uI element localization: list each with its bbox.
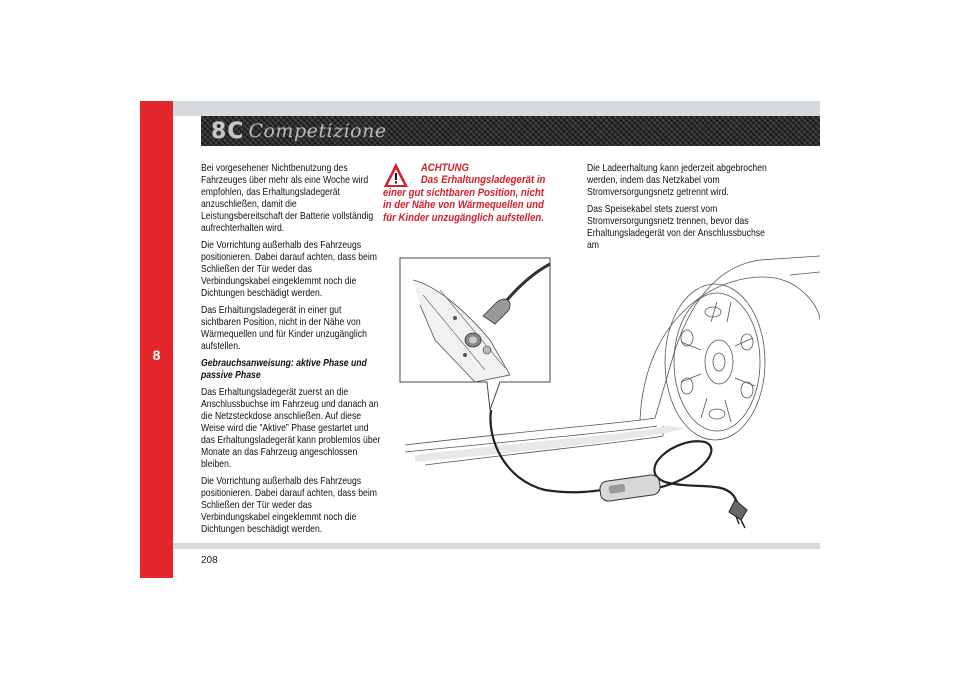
top-band	[173, 101, 820, 116]
left-column	[201, 163, 381, 541]
logo-main: 8C	[211, 118, 245, 144]
paragraph: Die Ladeerhaltung kann jederzeit abgebrochen werden, indem das Netzkabel vom Stromversorgungsnetz getrennt wird.	[587, 163, 767, 198]
charger-illustration	[395, 250, 820, 540]
page-number: 208	[201, 555, 218, 566]
paragraph: Bei vorgesehener Nichtbenutzung des Fahrzeuges über mehr als eine Woche wird empfohlen, das Erhaltungsladegerät anzuschließen, damit die Leistungsbereitschaft der Batterie vollständig aufrechterhalten wird.	[201, 163, 374, 234]
paragraph: Die Vorrichtung außerhalb des Fahrzeugs positionieren. Dabei darauf achten, dass beim Schließen der Tür weder das Verbindungskabel eingeklemmt noch die Dichtungen beschädigt werden.	[201, 240, 377, 299]
chapter-number: 8	[152, 347, 161, 363]
right-column	[587, 163, 773, 257]
chapter-tab	[140, 101, 173, 578]
warning-title: ACHTUNG	[420, 162, 469, 174]
paragraph: Das Speisekabel stets zuerst vom Stromversorgungsnetz trennen, bevor das Erhaltungsladegerät von der Anschlussbuchse am	[587, 204, 765, 251]
footer-band	[173, 543, 820, 549]
warning-text: Das Erhaltungsladegerät in einer gut sichtbaren Position, nicht in der Nähe von Wärmequellen und für Kinder unzugänglich aufstellen.	[383, 174, 546, 224]
subheading: Gebrauchsanweisung: aktive Phase und passive Phase	[201, 358, 367, 381]
warning-box	[383, 162, 555, 224]
header-banner	[201, 116, 820, 146]
logo	[211, 118, 387, 144]
paragraph: Das Erhaltungsladegerät zuerst an die Anschlussbuchse im Fahrzeug und danach an die Netzsteckdose anschließen. Auf diese Weise wird die ”Aktive” Phase gestartet und das Erhaltungsladegerät kann problemlos über Monate an das Fahrzeug angeschlossen bleiben.	[201, 387, 381, 470]
logo-script: Competizione	[248, 120, 387, 142]
paragraph: Das Erhaltungsladegerät in einer gut sichtbaren Position, nicht in der Nähe von Wärmequellen und für Kinder unzugänglich aufstellen.	[201, 305, 367, 352]
warning-triangle-icon	[383, 162, 409, 188]
paragraph: Die Vorrichtung außerhalb des Fahrzeugs positionieren. Dabei darauf achten, dass beim Schließen der Tür weder das Verbindungskabel eingeklemmt noch die Dichtungen beschädigt werden.	[201, 476, 377, 535]
